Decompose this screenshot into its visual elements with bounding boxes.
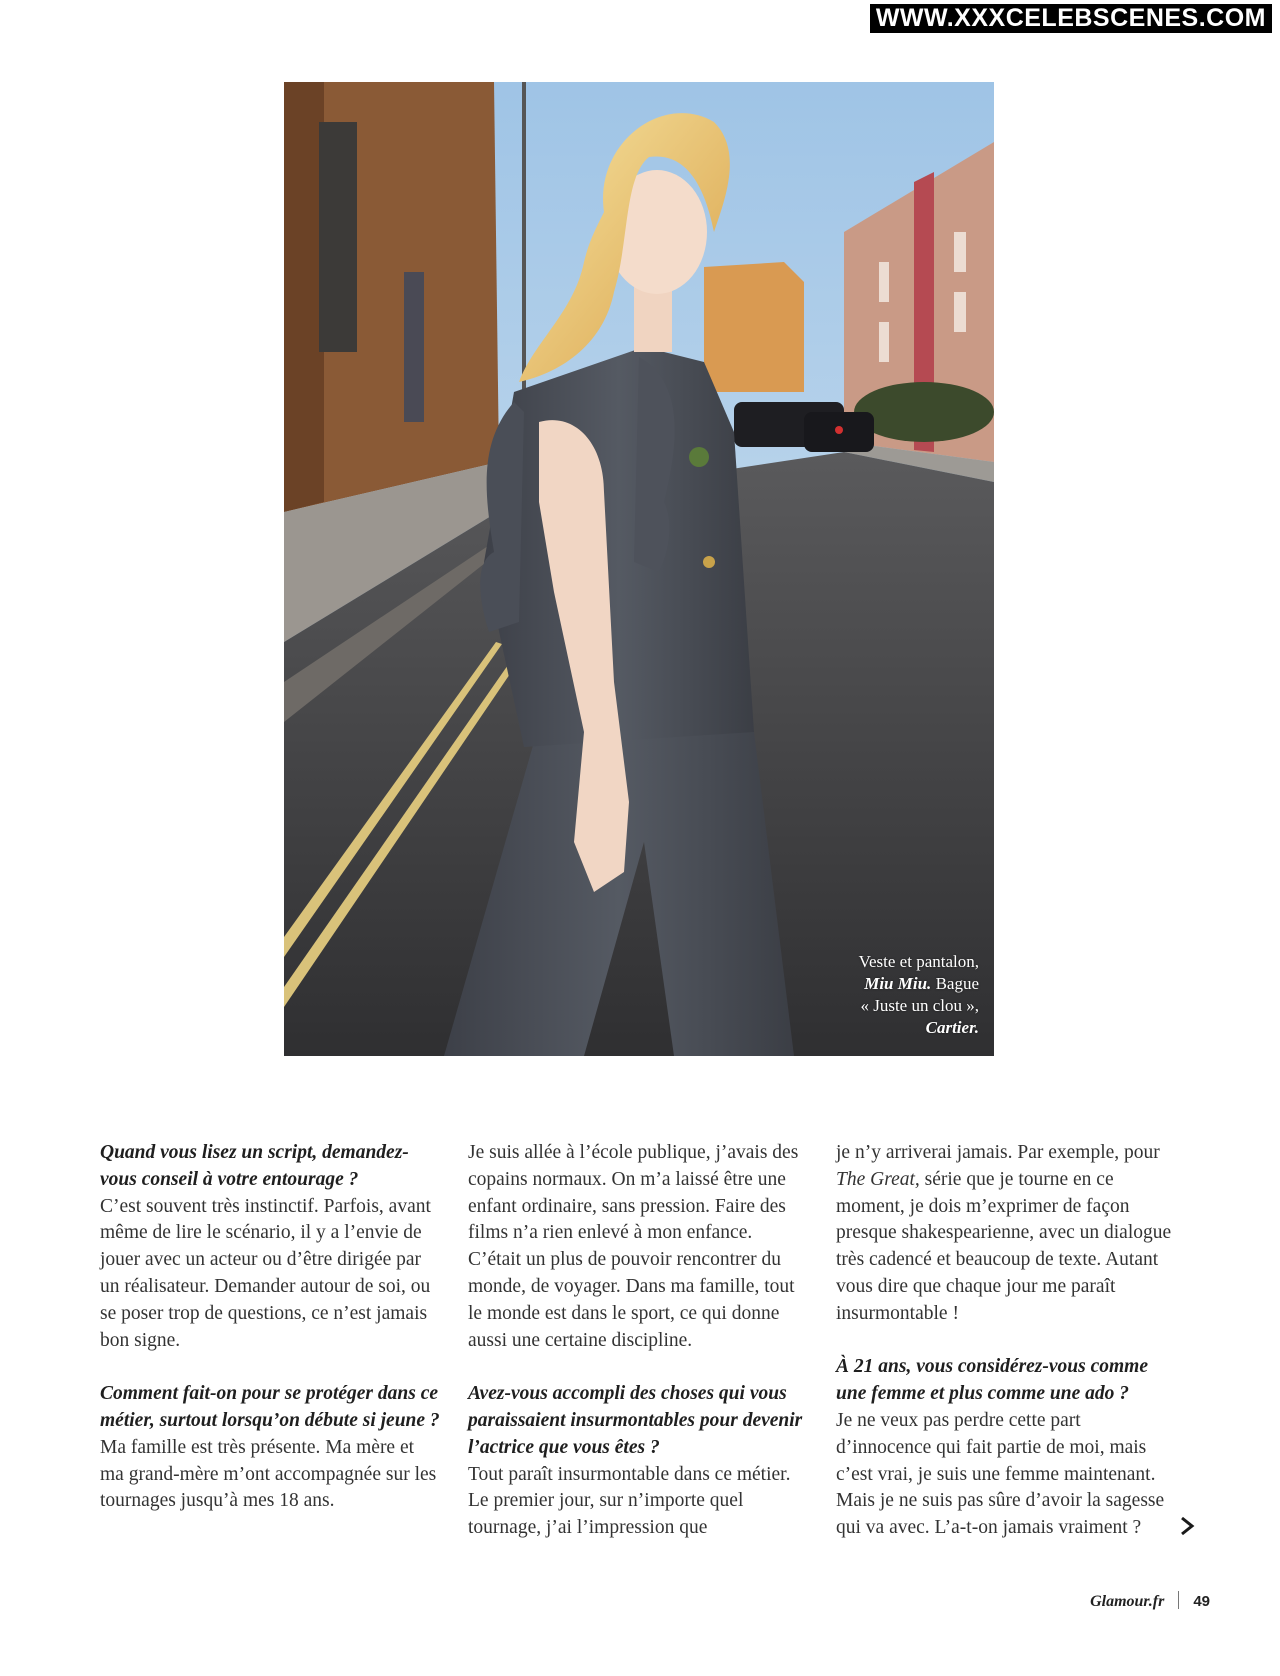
answer-3-text-post: série que je tourne en ce moment, je dois m’exprimer de façon presque shakespearienne, avec un dialogue très cadencé et beaucoup de texte. Autant vous dire que chaque jour me paraît insurmontable ! (836, 1168, 1172, 1324)
caption-line-2: Bague (931, 974, 979, 993)
street-scene-image (284, 82, 994, 1056)
fashion-photo (284, 82, 994, 1056)
caption-brand-2: Cartier. (925, 1018, 979, 1037)
question-1: Quand vous lisez un script, demandez-vous conseil à votre entourage ? (100, 1142, 409, 1190)
answer-2: Ma famille est très présente. Ma mère et ma grand-mère m’ont accompagnée sur les tournages jusqu’à mes 18 ans. (100, 1436, 437, 1512)
magazine-name: Glamour.fr (1090, 1593, 1165, 1610)
answer-3: Tout paraît insurmontable dans ce métier. Le premier jour, sur n’importe quel tournage, j’ai l’impression que (468, 1463, 791, 1539)
answer-3-text-pre: je n’y arriverai jamais. Par exemple, pour (836, 1142, 1160, 1163)
article-column-1 (100, 1140, 440, 1515)
answer-4: Je ne veux pas perdre cette part d’innocence qui fait partie de moi, mais c’est vrai, je suis une femme maintenant. Mais je ne suis pas sûre d’avoir la sagesse qui va avec. L’a-t-on jamais vraiment ? (836, 1409, 1165, 1539)
article-column-3 (836, 1140, 1176, 1542)
question-2: Comment fait-on pour se protéger dans ce métier, surtout lorsqu’on débute si jeune ? (100, 1383, 440, 1431)
page-number: 49 (1193, 1593, 1210, 1610)
photo-credit-caption (799, 951, 979, 1039)
page-footer (1090, 1591, 1210, 1611)
watermark: WWW.XXXCELEBSCENES.COM (870, 4, 1272, 33)
answer-1: C’est souvent très instinctif. Parfois, avant même de lire le scénario, il y a l’envie de jouer avec un acteur ou d’être dirigée par un réalisateur. Demander autour de soi, ou se poser trop de questions, ce n’est jamais bon signe. (100, 1195, 431, 1351)
series-title: The Great, (836, 1168, 920, 1190)
article-column-2 (468, 1140, 808, 1542)
question-4: À 21 ans, vous considérez-vous comme une femme et plus comme une ado ? (836, 1356, 1148, 1405)
answer-2-continued: Je suis allée à l’école publique, j’avais des copains normaux. On m’a laissé être une enfant ordinaire, sans pression. Faire des films n’a rien enlevé à mon enfance. C’était un plus de pouvoir rencontrer du monde, de voyager. Dans ma famille, tout le monde est dans le sport, ce qui donne aussi une certaine discipline. (468, 1142, 799, 1351)
caption-brand-1: Miu Miu. (864, 974, 932, 993)
footer-divider (1178, 1591, 1179, 1609)
chevron-right-icon (1176, 1515, 1198, 1537)
caption-line-1: Veste et pantalon, (858, 952, 979, 971)
answer-3-continued (836, 1140, 1176, 1328)
caption-line-3: « Juste un clou », (860, 996, 979, 1015)
question-3: Avez-vous accompli des choses qui vous paraissaient insurmontables pour devenir l’actrice que vous êtes ? (468, 1383, 803, 1458)
